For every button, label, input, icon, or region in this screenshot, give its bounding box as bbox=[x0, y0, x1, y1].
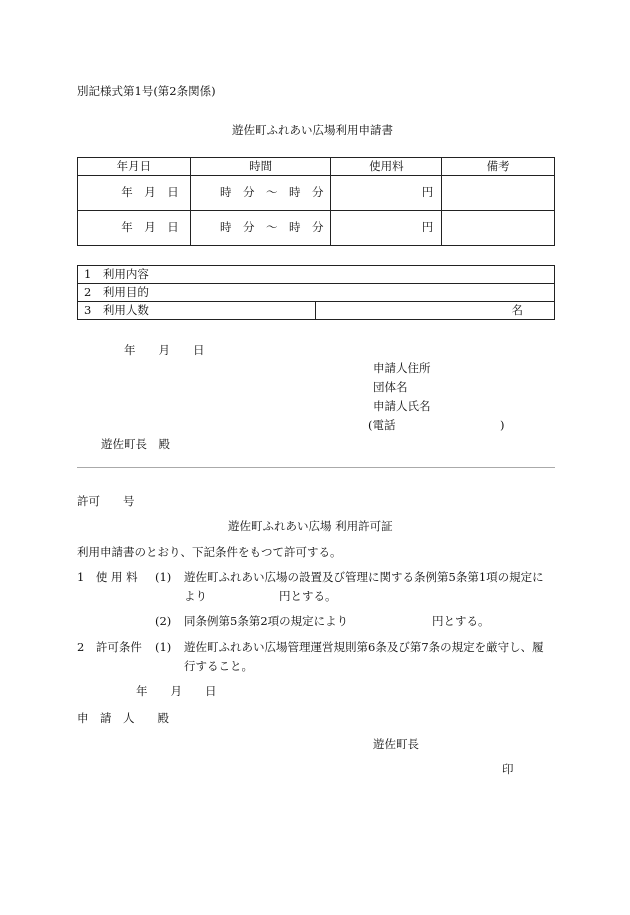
fee-cell[interactable]: 円 bbox=[331, 211, 442, 246]
section-divider bbox=[77, 467, 555, 468]
item2-sub1-line2: 行すること。 bbox=[184, 659, 253, 673]
phone-label: (電話 bbox=[368, 418, 396, 432]
date-cell[interactable]: 年 月 日 bbox=[78, 211, 191, 246]
item2-sub1-num: (1) bbox=[155, 640, 172, 654]
schedule-header-row bbox=[78, 158, 555, 176]
permit-title: 遊佐町ふれあい広場 利用許可証 bbox=[228, 519, 393, 533]
item2-label: 2 許可条件 bbox=[77, 640, 142, 654]
note-cell[interactable] bbox=[442, 211, 555, 246]
item1-sub1-line2b: 円とする。 bbox=[279, 589, 337, 603]
time-cell[interactable]: 時 分 ～ 時 分 bbox=[190, 211, 331, 246]
header-fee: 使用料 bbox=[331, 158, 442, 176]
application-title: 遊佐町ふれあい広場利用申請書 bbox=[232, 123, 393, 137]
permit-intro: 利用申請書のとおり、下記条件をもつて許可する。 bbox=[77, 545, 342, 559]
item2-sub1-line1: 遊佐町ふれあい広場管理運営規則第6条及び第7条の規定を厳守し、履 bbox=[184, 640, 544, 654]
item1-sub1-line1: 遊佐町ふれあい広場の設置及び管理に関する条例第5条第1項の規定に bbox=[184, 570, 544, 584]
header-note: 備考 bbox=[442, 158, 555, 176]
date-cell[interactable]: 年 月 日 bbox=[78, 176, 191, 211]
permit-addressee: 申 請 人 殿 bbox=[77, 711, 169, 725]
usage-table bbox=[77, 265, 555, 320]
permit-number: 許可 号 bbox=[77, 494, 135, 508]
application-addressee: 遊佐町長 殿 bbox=[101, 437, 170, 451]
phone-close: ) bbox=[500, 418, 505, 432]
schedule-table bbox=[77, 157, 555, 246]
usage-purpose-field[interactable]: 2 利用目的 bbox=[78, 284, 555, 302]
usage-content-field[interactable]: 1 利用内容 bbox=[78, 266, 555, 284]
header-time: 時間 bbox=[190, 158, 331, 176]
header-date: 年月日 bbox=[78, 158, 191, 176]
usage-count-field[interactable]: 名 bbox=[316, 302, 555, 320]
item1-sub2-num: (2) bbox=[155, 614, 172, 628]
item1-sub2-a: 同条例第5条第2項の規定により bbox=[184, 614, 349, 628]
applicant-name-label: 申請人氏名 bbox=[373, 399, 431, 413]
note-cell[interactable] bbox=[442, 176, 555, 211]
org-name-label: 団体名 bbox=[373, 380, 408, 394]
seal-mark: 印 bbox=[502, 762, 514, 776]
schedule-row bbox=[78, 211, 555, 246]
permit-date[interactable]: 年 月 日 bbox=[136, 684, 217, 698]
usage-count-label: 3 利用人数 bbox=[78, 302, 316, 320]
item1-label: 1 使 用 料 bbox=[77, 570, 138, 584]
item1-sub1-num: (1) bbox=[155, 570, 172, 584]
item1-sub1-line2a: より bbox=[184, 589, 207, 603]
application-date[interactable]: 年 月 日 bbox=[124, 343, 205, 357]
schedule-row bbox=[78, 176, 555, 211]
item1-sub2-b: 円とする。 bbox=[432, 614, 490, 628]
time-cell[interactable]: 時 分 ～ 時 分 bbox=[190, 176, 331, 211]
applicant-address-label: 申請人住所 bbox=[373, 361, 431, 375]
form-label: 別記様式第1号(第2条関係) bbox=[77, 84, 216, 98]
fee-cell[interactable]: 円 bbox=[331, 176, 442, 211]
issuer-label: 遊佐町長 bbox=[373, 737, 419, 751]
